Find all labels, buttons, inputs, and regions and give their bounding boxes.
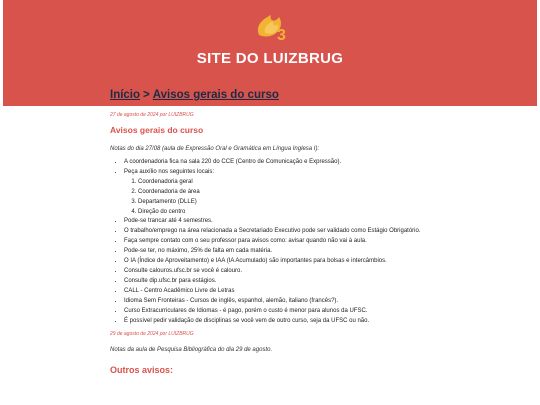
list-item-label: Peça auxílio nos seguintes locais: <box>124 168 215 175</box>
list-item: • Consulte dip.ufsc.br para estágios. <box>124 277 440 287</box>
list-item: • Curso Extracurriculares de Idiomas - é pago, porém o custo é menor para alunos da UFSC. <box>124 307 440 317</box>
post-heading: Avisos gerais do curso <box>110 125 204 135</box>
list-item: • Faça sempre contato com o seu professor para avisos como: avisar quando não vai à aula. <box>124 237 440 247</box>
sublist-item: 2. Coordenadoria de área <box>138 188 440 198</box>
list-item: • Consulte calouros.ufsc.br se você é calouro. <box>124 267 440 277</box>
sublist-item: 3. Departamento (DLLE) <box>138 198 440 208</box>
list-item: • CALL - Centro Acadêmico Livre de Letras <box>124 287 440 297</box>
breadcrumb-home-link[interactable]: Início <box>110 89 141 101</box>
list-item <box>124 168 440 218</box>
post-notes-intro: Notas da aula de Pesquisa Bibliográfica do dia 29 de agosto. <box>110 347 273 354</box>
svg-text:3: 3 <box>277 27 286 44</box>
breadcrumb-current-link[interactable]: Avisos gerais do curso <box>152 89 279 101</box>
breadcrumb-separator: > <box>143 89 150 101</box>
list-item: • Pode-se ter, no máximo, 25% de falta em cada matéria. <box>124 247 440 257</box>
post-meta[interactable]: 29 de agosto de 2024 por LUIZBRUG <box>110 331 194 338</box>
list-item: • Idioma Sem Fronteiras - Cursos de inglês, espanhol, alemão, italiano (francês?). <box>124 297 440 307</box>
post-meta[interactable]: 27 de agosto de 2024 por LUIZBRUG <box>110 112 194 118</box>
sublist-item: 1. Coordenadoria geral <box>138 178 440 188</box>
site-title[interactable]: SITE DO LUIZBRUG <box>196 50 344 67</box>
list-item: • É possível pedir validação de disciplinas se você vem de outro curso, seja da UFSC ou não. <box>124 317 440 327</box>
list-item: • A coordenadoria fica na sala 220 do CCE (Centro de Comunicação e Expressão). <box>124 158 440 168</box>
list-item: • O IA (Índice de Aproveitamento) e IAA (IA Acumulado) são importantes para bolsas e intercâmbios. <box>124 257 440 267</box>
main-content <box>110 89 440 375</box>
notices-list <box>110 158 440 326</box>
breadcrumb <box>110 89 440 101</box>
post-notes-intro: Notas do dia 27/08 (aula de Expressão Oral e Gramática em Língua Inglesa I): <box>110 146 320 152</box>
section-heading: Outros avisos: <box>110 365 174 376</box>
sublist-item: 4. Direção do centro <box>138 208 440 218</box>
list-item: • Pode-se trancar até 4 semestres. <box>124 217 440 227</box>
flame-3-logo-icon[interactable] <box>249 5 295 45</box>
list-item: • O trabalho/emprego na área relacionada a Secretariado Executivo pode ser validado como Estágio Obrigatório. <box>124 227 440 237</box>
contacts-sublist <box>124 178 440 218</box>
